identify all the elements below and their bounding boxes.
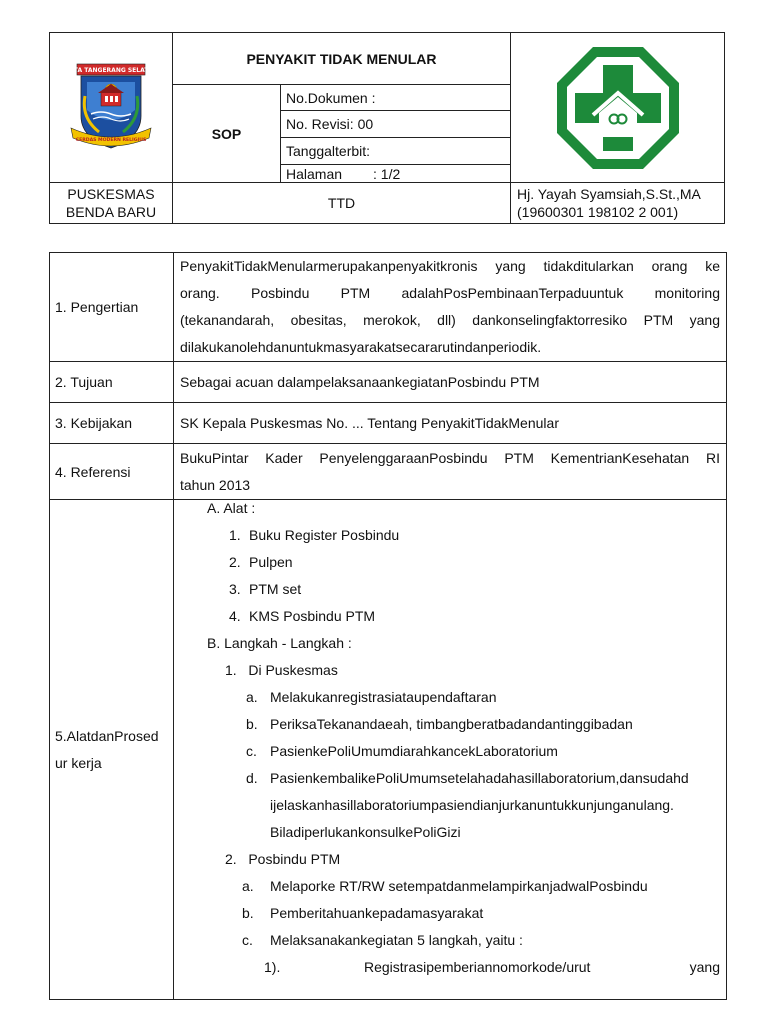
alat-item: 1. Buku Register Posbindu	[229, 527, 400, 543]
signer-nip: (19600301 198102 2 001)	[517, 204, 679, 220]
referensi-line2: tahun 2013	[180, 476, 251, 493]
signer-name: Hj. Yayah Syamsiah,S.St.,MA	[517, 186, 701, 202]
alat-item: 4. KMS Posbindu PTM	[229, 608, 376, 624]
pengertian-line: dilakukanolehdanuntukmasyarakatsecararutindanperiodik.	[180, 339, 542, 355]
halaman-value: : 1/2	[373, 165, 401, 182]
sub2-item: a. Melaporke RT/RW setempatdanmelampirkanjadwalPosbindu	[242, 878, 648, 894]
referensi-line1: BukuPintar Kader PenyelenggaraanPosbindu PTM KementrianKesehatan RI	[180, 449, 720, 466]
sub1-item: b. PeriksaTekanandaeah, timbangberatbadandantinggibadan	[246, 716, 633, 732]
text-tujuan: Sebagai acuan dalampelaksanaankegiatanPosbindu PTM	[174, 362, 727, 403]
alat-item: 3. PTM set	[229, 581, 302, 597]
row-pengertian	[50, 253, 727, 362]
langkah-heading: B. Langkah - Langkah :	[207, 635, 352, 651]
row-tujuan	[50, 362, 727, 403]
sub2-item: b. Pemberitahuankepadamasyarakat	[242, 905, 484, 921]
label-prosedur	[50, 500, 174, 1000]
sub1-item-d-cont: ijelaskanhasillaboratoriumpasiendianjurkanuntukkunjunganulang.	[270, 797, 674, 813]
no-revisi: No. Revisi: 00	[281, 111, 511, 138]
text-pengertian	[174, 253, 727, 362]
label-prosedur-line1: 5.AlatdanProsed	[55, 727, 159, 744]
step1-text: Registrasipemberiannomorkode/urut	[364, 959, 591, 975]
pengertian-line: orang. Posbindu PTM adalahPosPembinaanTerpaduuntuk monitoring	[180, 285, 720, 301]
text-kebijakan: SK Kepala Puskesmas No. ... Tentang PenyakitTidakMenular	[174, 403, 727, 444]
sop-body-table	[49, 252, 727, 1000]
sub1-heading: 1. Di Puskesmas	[225, 662, 338, 678]
pengertian-line: PenyakitTidakMenularmerupakanpenyakitkronis yang tidakditularkan orang ke	[180, 258, 720, 274]
text-referensi	[174, 444, 727, 500]
sop-label: SOP	[173, 85, 281, 183]
alat-item: 2. Pulpen	[229, 554, 293, 570]
sub1-item: a. Melakukanregistrasiataupendaftaran	[246, 689, 497, 705]
step1-num: 1).	[264, 959, 281, 975]
step1-tail: yang	[689, 959, 720, 975]
header-table	[49, 32, 725, 224]
label-pengertian: 1. Pengertian	[50, 253, 174, 362]
org-name-line1: PUSKESMAS	[67, 186, 155, 202]
right-logo-cell	[511, 33, 725, 183]
sub1-item-d-cont: BiladiperlukankonsulkePoliGizi	[270, 824, 461, 840]
kota-tangerang-selatan-emblem	[63, 60, 159, 156]
row-referensi	[50, 444, 727, 500]
ttd-cell: TTD	[173, 183, 511, 224]
sub2-item: c. Melaksanakankegiatan 5 langkah, yaitu :	[242, 932, 523, 948]
text-prosedur	[174, 500, 727, 1000]
pengertian-line: (tekanandarah, obesitas, merokok, dll) dankonselingfaktorresiko PTM yang	[180, 312, 720, 328]
label-prosedur-line2: ur kerja	[55, 754, 102, 771]
sub2-heading: 2. Posbindu PTM	[225, 851, 341, 867]
no-dokumen: No.Dokumen :	[281, 85, 511, 111]
signer	[511, 183, 725, 224]
document-title: PENYAKIT TIDAK MENULAR	[173, 33, 511, 85]
halaman	[281, 165, 511, 183]
sub1-item: c. PasienkePoliUmumdiarahkancekLaboratorium	[246, 743, 558, 759]
sub1-item: d. PasienkembalikePoliUmumsetelahadahasillaboratorium,dansudahd	[246, 770, 689, 786]
step1-line	[180, 954, 720, 981]
left-logo-cell	[50, 33, 173, 183]
emblem-ribbon-text: CERDAS MODERN RELIGIUS	[75, 137, 147, 143]
row-kebijakan	[50, 403, 727, 444]
tanggal-terbit: Tanggalterbit:	[281, 138, 511, 165]
emblem-banner-text: KOTA TANGERANG SELATAN	[64, 66, 158, 74]
puskesmas-logo	[553, 43, 683, 173]
org-name	[50, 183, 173, 224]
row-prosedur	[50, 500, 727, 1000]
org-name-line2: BENDA BARU	[65, 204, 157, 220]
alat-heading: A. Alat :	[207, 500, 256, 516]
label-referensi: 4. Referensi	[50, 444, 174, 500]
label-tujuan: 2. Tujuan	[50, 362, 174, 403]
halaman-label: Halaman	[286, 165, 343, 182]
label-kebijakan: 3. Kebijakan	[50, 403, 174, 444]
